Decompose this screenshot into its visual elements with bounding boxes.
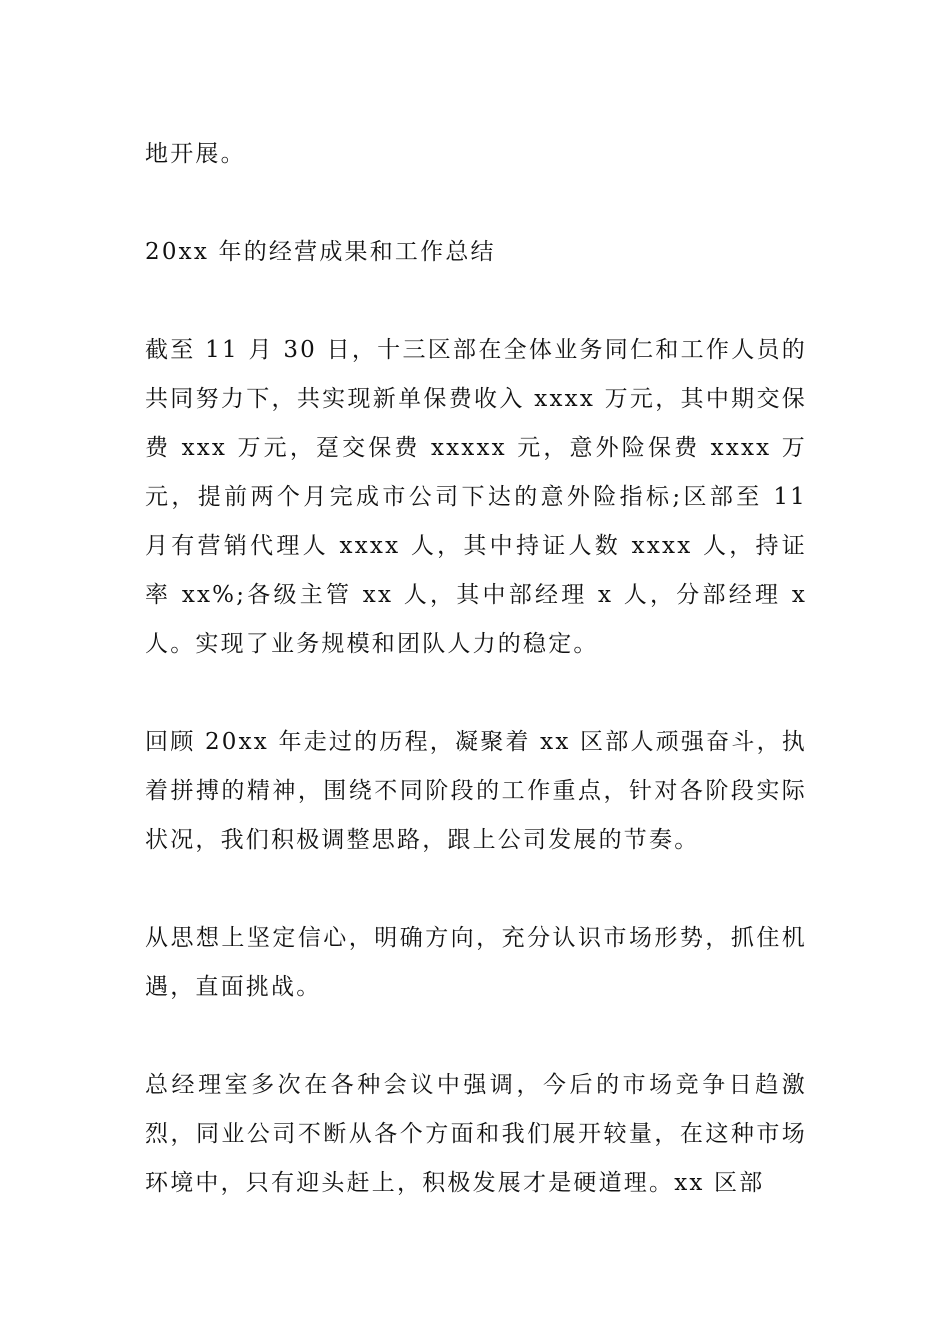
paragraph-management: 总经理室多次在各种会议中强调，今后的市场竞争日趋激烈，同业公司不断从各个方面和我们展开较量，在这种市场环境中，只有迎头赶上，积极发展才是硬道理。xx 区部 [145,1072,807,1196]
paragraph-results: 截至 11 月 30 日，十三区部在全体业务同仁和工作人员的共同努力下，共实现新单保费收入 xxxx 万元，其中期交保费 xxx 万元，趸交保费 xxxxx 元，意外险保费 xxxx 万元，提前两个月完成市公司下达的意外险指标;区部至 11 月有营销代理人 xxxx 人，其中持证人数 xxxx 人，持证率 xx%;各级主管 xx 人，其中部经理 x 人，分部经理 x 人。实现了业务规模和团队人力的稳定。 [145,337,807,657]
section-heading: 20xx 年的经营成果和工作总结 [145,239,496,265]
paragraph-confidence: 从思想上坚定信心，明确方向，充分认识市场形势，抓住机遇，直面挑战。 [145,925,807,1000]
document-body [145,130,807,1208]
paragraph-continuation: 地开展。 [145,141,246,167]
paragraph-review: 回顾 20xx 年走过的历程，凝聚着 xx 区部人顽强奋斗，执着拼搏的精神，围绕不同阶段的工作重点，针对各阶段实际状况，我们积极调整思路，跟上公司发展的节奏。 [145,729,807,853]
